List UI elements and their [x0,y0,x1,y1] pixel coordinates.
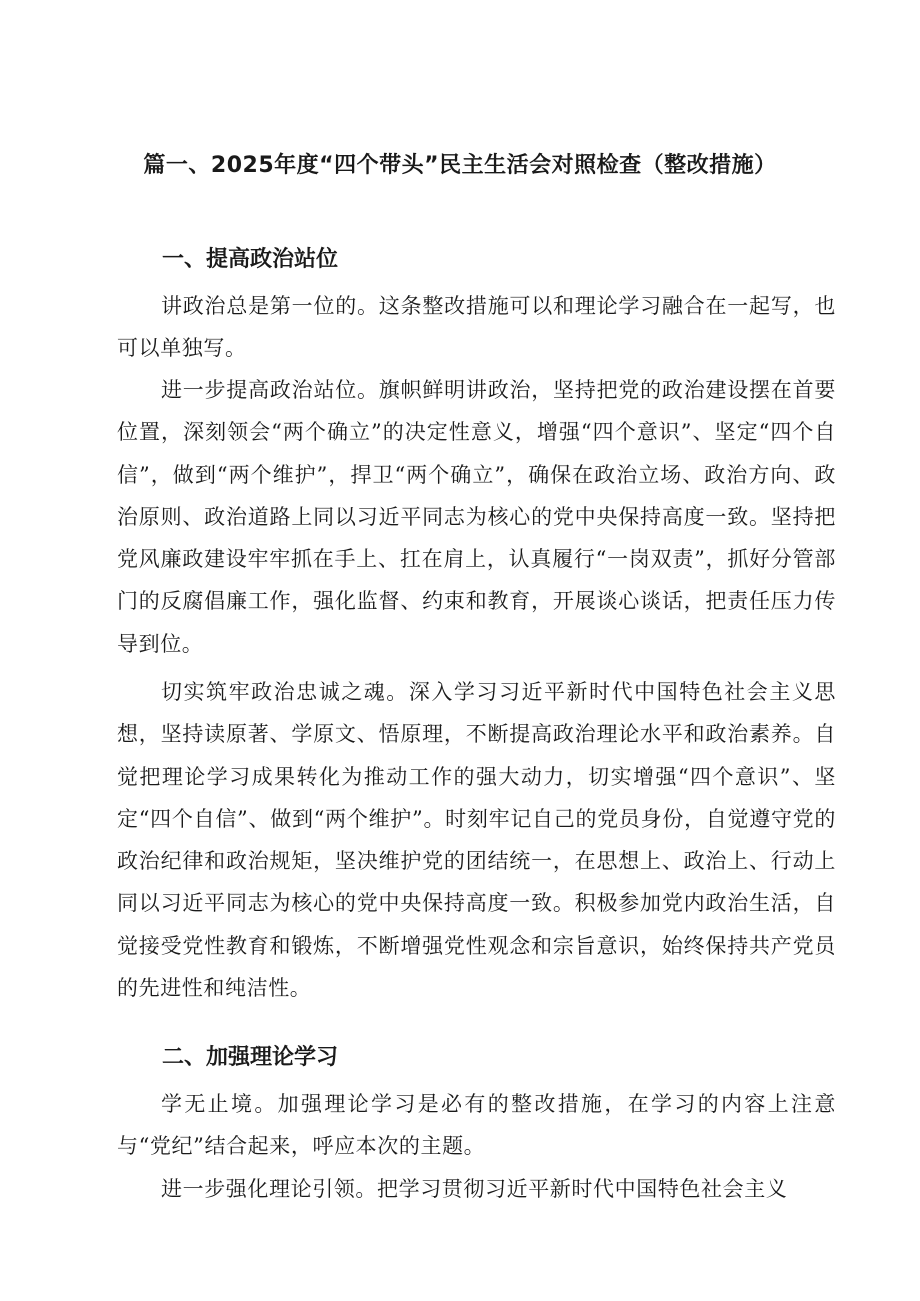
section-1-paragraph-3: 切实筑牢政治忠诚之魂。深入学习习近平新时代中国特色社会主义思想，坚持读原著、学原文、悟原理，不断提高政治理论水平和政治素养。自觉把理论学习成果转化为推动工作的强大动力，切实增强“四个意识”、坚定“四个自信”、做到“两个维护”。时刻牢记自己的党员身份，自觉遵守党的政治纪律和政治规矩，坚决维护党的团结统一，在思想上、政治上、行动上同以习近平同志为核心的党中央保持高度一致。积极参加党内政治生活，自觉接受党性教育和锻炼，不断增强党性观念和宗旨意识，始终保持共产党员的先进性和纯洁性。 [117,680,836,1001]
section-2-paragraph-2: 进一步强化理论引领。把学习贯彻习近平新时代中国特色社会主义 [161,1177,788,1201]
section-1-paragraph-2: 进一步提高政治站位。旗帜鲜明讲政治，坚持把党的政治建设摆在首要位置，深刻领会“两个确立”的决定性意义，增强“四个意识”、坚定“四个自信”，做到“两个维护”，捍卫“两个确立”，确保在政治立场、政治方向、政治原则、政治道路上同以习近平同志为核心的党中央保持高度一致。坚持把党风廉政建设牢牢抓在手上、扛在肩上，认真履行“一岗双责”，抓好分管部门的反腐倡廉工作，强化监督、约束和教育，开展谈心谈话，把责任压力传导到位。 [117,378,836,656]
section-heading-2: 二、加强理论学习 [162,1045,339,1070]
section-1-paragraph-1: 讲政治总是第一位的。这条整改措施可以和理论学习融合在一起写，也可以单独写。 [117,294,836,361]
section-heading-1: 一、提高政治站位 [162,247,339,272]
document-title: 篇一、2025年度“四个带头”民主生活会对照检查（整改措施） [143,153,777,178]
section-2-paragraph-1: 学无止境。加强理论学习是必有的整改措施，在学习的内容上注意与“党纪”结合起来，呼应本次的主题。 [117,1092,836,1159]
